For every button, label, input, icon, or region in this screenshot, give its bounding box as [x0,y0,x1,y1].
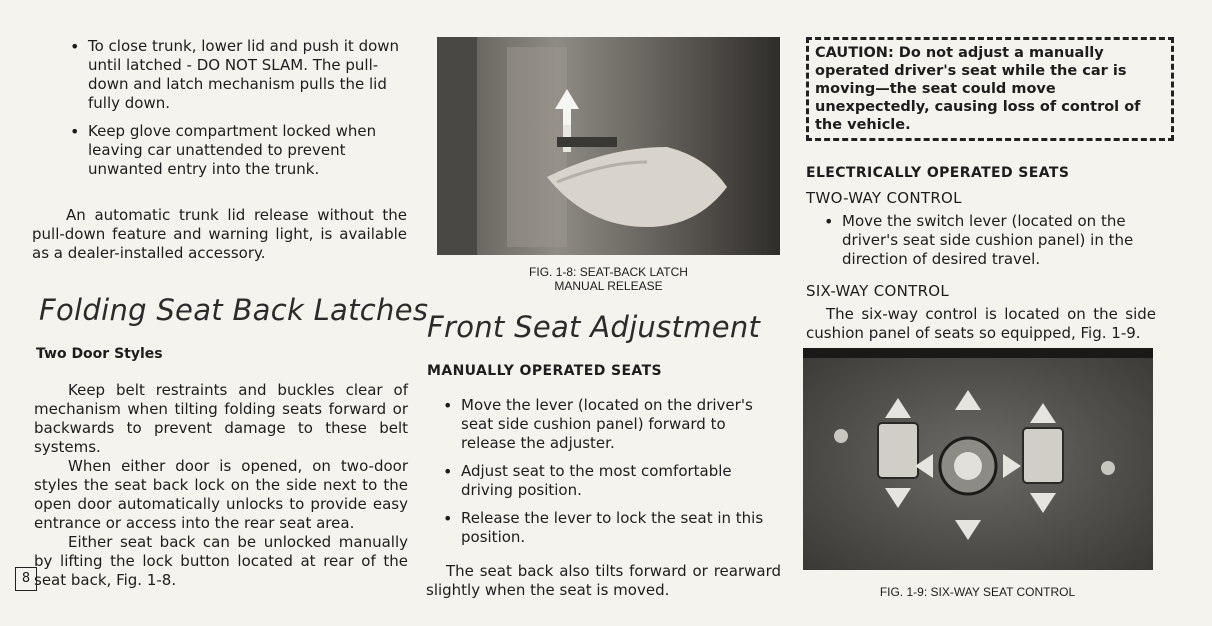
trunk-release-paragraph: An automatic trunk lid release without the pull-down feature and warning light, is available as a dealer-installed accessory. [32,206,407,262]
bullet-move-lever: • Move the lever (located on the driver's seat side cushion panel) forward to release the adjuster. [431,396,781,453]
subheading-two-door: Two Door Styles [36,346,163,362]
trunk-bullets [58,37,408,188]
two-way-bullets [812,212,1162,278]
six-way-paragraph: The six-way control is located on the side cushion panel of seats so equipped, Fig. 1-9. [806,305,1156,342]
para-belt-restraints: Keep belt restraints and buckles clear of mechanism when tilting folding seats forward or backwards to prevent damage to these belt systems. [34,381,408,456]
section-title-front-seat: Front Seat Adjustment [427,310,761,344]
six-way-control-heading: SIX-WAY CONTROL [806,282,950,300]
bullet-glove-compartment: • Keep glove compartment locked when leaving car unattended to prevent unwanted entry into the trunk. [58,122,408,179]
manual-seat-bullets [431,396,781,556]
figure-six-way-control-photo [803,348,1153,570]
caution-box: CAUTION: Do not adjust a manually operated driver's seat while the car is moving—the seat could move unexpectedly, causing loss of control of the vehicle. [806,37,1174,141]
section-title-folding-seat: Folding Seat Back Latches [39,293,429,327]
bullet-release-lever: • Release the lever to lock the seat in this position. [431,509,781,547]
para-door-opened: When either door is opened, on two-door styles the seat back lock on the side next to the open door automatically unlocks to provide easy entrance or access into the rear seat area. [34,457,408,532]
figure-1-8-caption-line1: FIG. 1-8: SEAT-BACK LATCH [529,265,688,279]
six-way-control-image [803,348,1153,570]
figure-1-8-caption [437,265,780,293]
figure-seat-back-latch-photo [437,37,780,255]
para-manual-unlock: Either seat back can be unlocked manually by lifting the lock button located at rear of the seat back, Fig. 1-8. [34,533,408,589]
seat-back-latch-image [437,37,780,255]
seat-back-tilts-paragraph: The seat back also tilts forward or rearward slightly when the seat is moved. [426,562,781,599]
subheading-electric-seats: ELECTRICALLY OPERATED SEATS [806,165,1070,181]
page-number: 8 [15,567,37,591]
bullet-switch-lever: • Move the switch lever (located on the driver's seat side cushion panel) in the direction of desired travel. [812,212,1162,269]
figure-1-9-caption: FIG. 1-9: SIX-WAY SEAT CONTROL [879,585,1076,599]
subheading-manual-seats: MANUALLY OPERATED SEATS [427,363,663,379]
bullet-adjust-seat: • Adjust seat to the most comfortable driving position. [431,462,781,500]
folding-seat-body [34,381,408,590]
bullet-close-trunk: • To close trunk, lower lid and push it down until latched - DO NOT SLAM. The pull-down and latch mechanism pulls the lid fully down. [58,37,408,113]
two-way-control-heading: TWO-WAY CONTROL [806,189,962,207]
figure-1-8-caption-line2: MANUAL RELEASE [554,279,663,293]
